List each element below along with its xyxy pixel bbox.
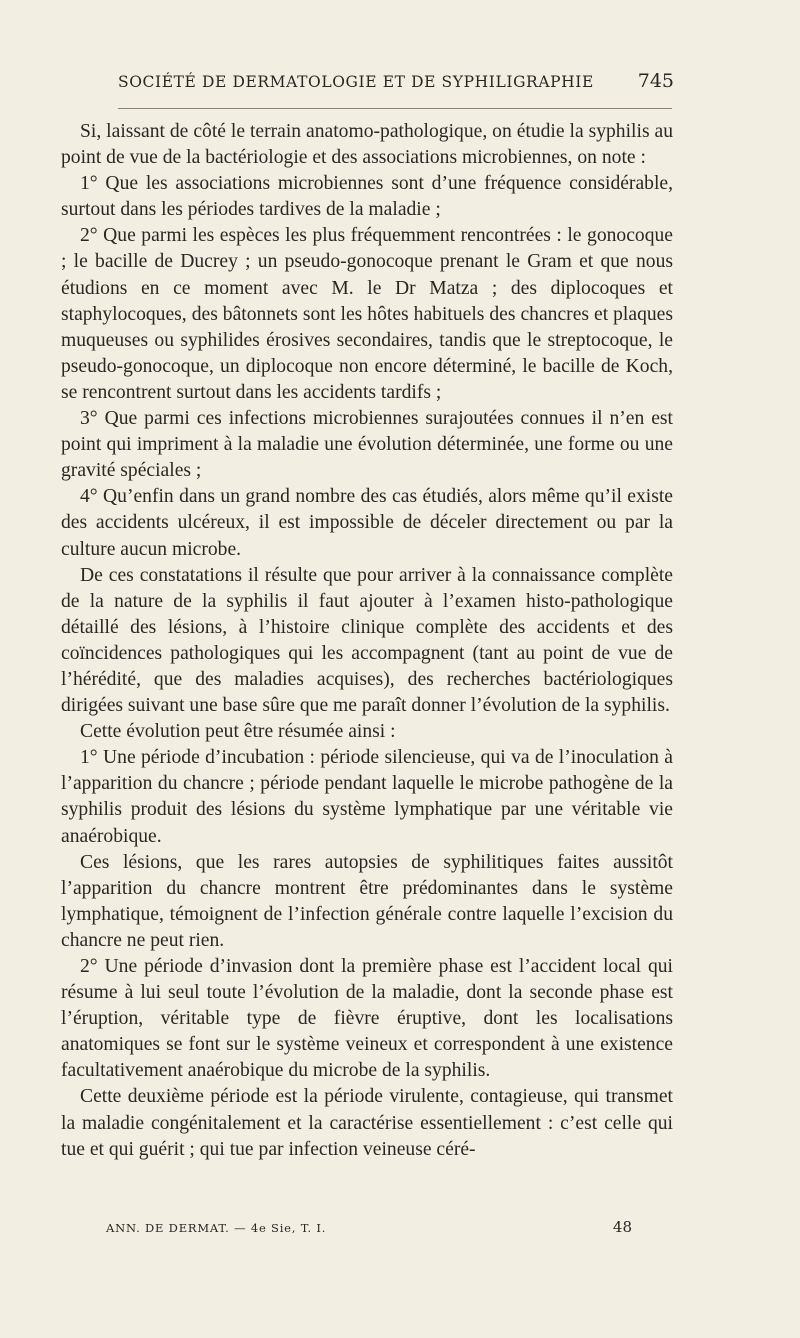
paragraph: 1° Une période d’incubation : période silencieuse, qui va de l’inoculation à l’apparition du chancre ; période pendant laquelle le microbe pathogène de la syphilis produit des lésions du système lymphatique par une véritable vie anaérobique. <box>61 747 673 847</box>
journal-reference: ANN. DE DERMAT. — 4e Sie, T. I. <box>106 1221 327 1235</box>
paragraph: Si, laissant de côté le terrain anatomo-pathologique, on étudie la syphilis au point de vue de la bactériologie et des associations microbiennes, on note : <box>61 121 673 169</box>
paragraph: 2° Une période d’invasion dont la première phase est l’accident local qui résume à lui seul toute l’évolution de la maladie, dont la seconde phase est l’éruption, véritable type de fièvre éruptive, dont les localisations anatomiques se font sur le système veineux et correspondent à une existence facultativement anaérobique du microbe de la syphilis. <box>61 956 673 1082</box>
page-footer <box>106 1218 632 1236</box>
paragraph: 2° Que parmi les espèces les plus fréquemment rencontrées : le gonocoque ; le bacille de Ducrey ; un pseudo-gonocoque prenant le Gram et que nous étudions en ce moment avec M. le Dr Matza ; des diplocoques et staphylocoques, des bâtonnets sont les hôtes habituels des chancres et plaques muqueuses ou syphilides érosives secondaires, tandis que le streptocoque, le pseudo-gonocoque, un diplocoque non encore déterminé, le bacille de Koch, se rencontrent surtout dans les accidents tardifs ; <box>61 225 673 403</box>
paragraph: 4° Qu’enfin dans un grand nombre des cas étudiés, alors même qu’il existe des accidents ulcéreux, il est impossible de déceler directement ou par la culture aucun microbe. <box>61 486 673 560</box>
signature-mark: 48 <box>612 1218 632 1236</box>
paragraph: Cette deuxième période est la période virulente, contagieuse, qui transmet la maladie congénitalement et la caractérise essentiellement : c’est celle qui tue et qui guérit ; qui tue par infection veineuse céré- <box>61 1086 673 1160</box>
paragraph: 3° Que parmi ces infections microbiennes surajoutées connues il n’en est point qui impriment à la maladie une évolution déterminée, une forme ou une gravité spéciales ; <box>61 408 673 482</box>
running-title: SOCIÉTÉ DE DERMATOLOGIE ET DE SYPHILIGRAPHIE <box>118 73 594 91</box>
header-rule <box>118 108 672 109</box>
paragraph: 1° Que les associations microbiennes sont d’une fréquence considérable, surtout dans les périodes tardives de la maladie ; <box>61 173 673 221</box>
paragraph: De ces constatations il résulte que pour arriver à la connaissance complète de la nature de la syphilis il faut ajouter à l’examen histo-pathologique détaillé des lésions, à l’histoire clinique complète des accidents et des coïncidences pathologiques qui les accompagnent (tant au point de vue de l’hérédité, que des maladies acquises), des recherches bactériologiques dirigées suivant une base sûre que me paraît donner l’évolution de la syphilis. <box>61 564 673 717</box>
paragraph: Cette évolution peut être résumée ainsi : <box>80 721 396 743</box>
running-header <box>118 70 674 100</box>
body-text <box>61 119 673 1163</box>
paragraph: Ces lésions, que les rares autopsies de syphilitiques faites aussitôt l’apparition du chancre montrent être prédominantes dans le système lymphatique, témoignent de l’infection générale contre laquelle l’excision du chancre ne peut rien. <box>61 851 673 951</box>
page-number: 745 <box>637 70 674 92</box>
